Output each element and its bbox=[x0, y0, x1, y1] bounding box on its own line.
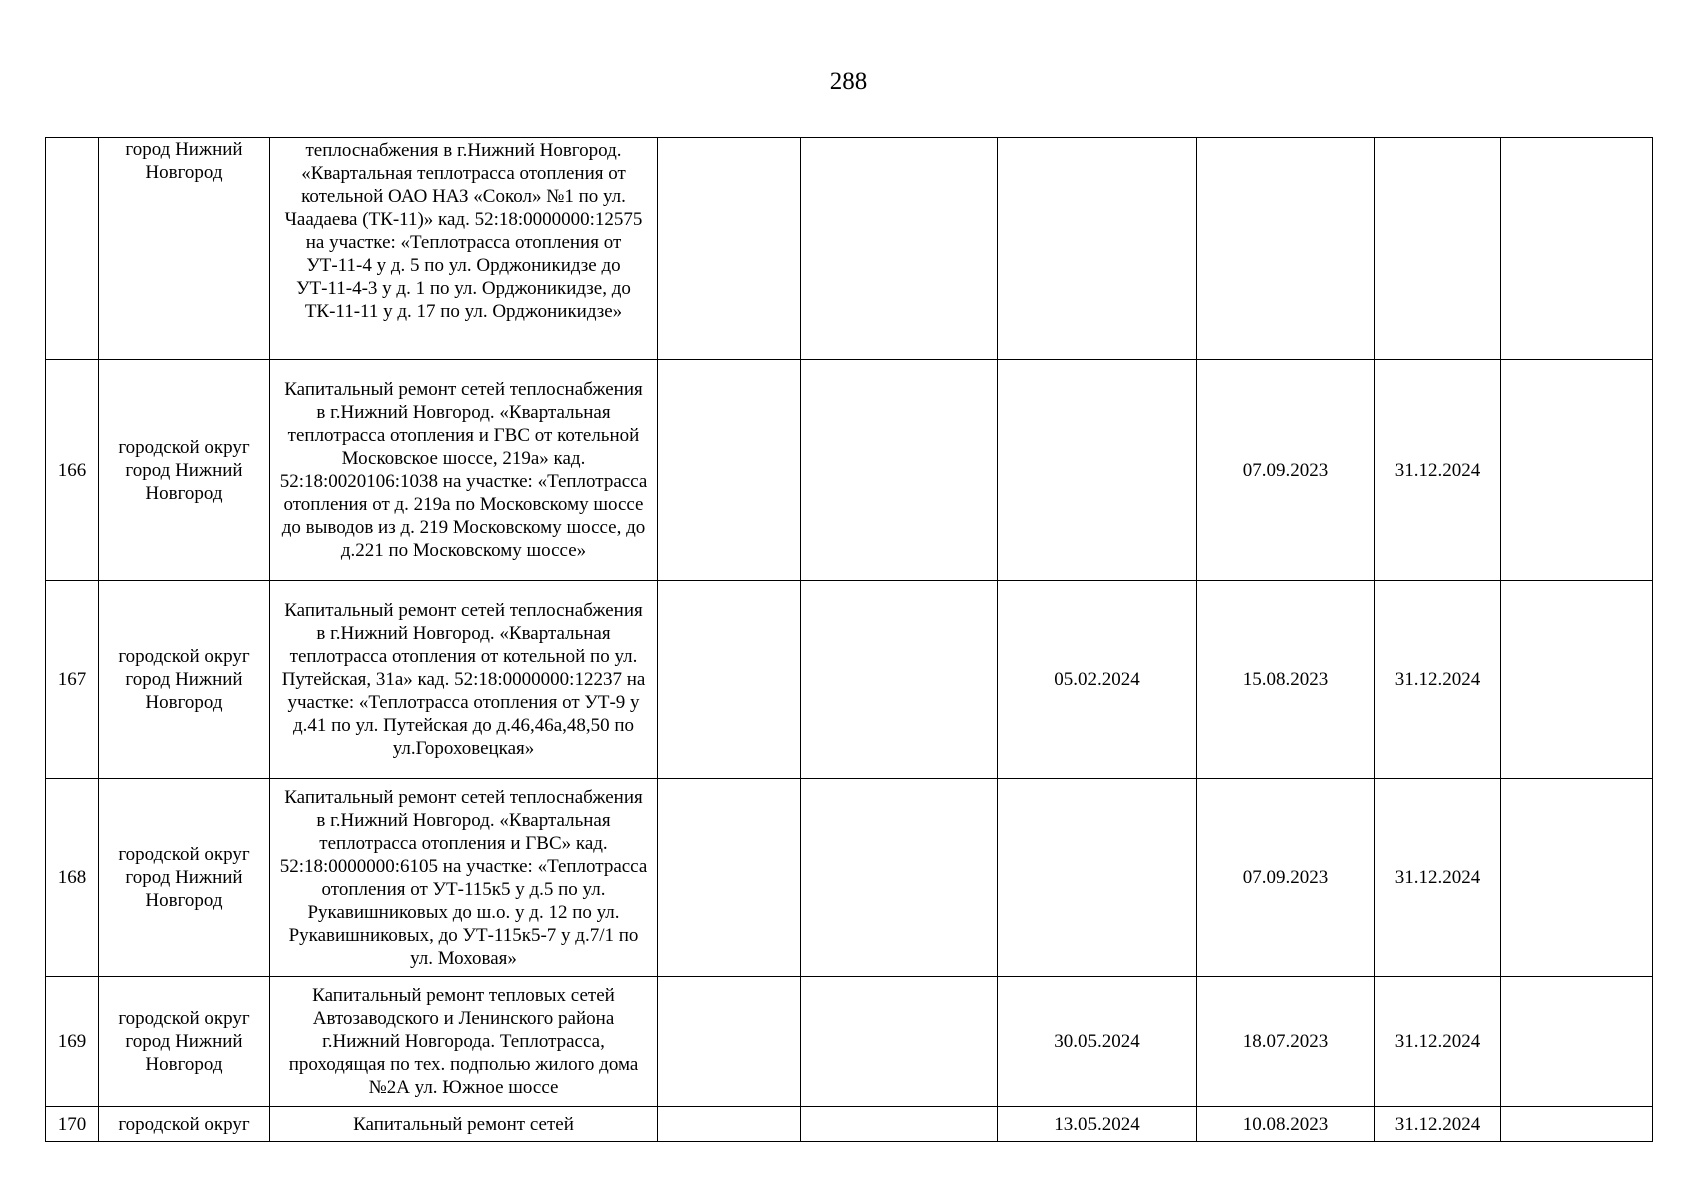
empty-cell bbox=[1501, 138, 1653, 360]
date-cell bbox=[1375, 138, 1501, 360]
row-number-cell: 167 bbox=[46, 581, 99, 779]
table-row bbox=[46, 138, 1653, 360]
row-number-cell: 168 bbox=[46, 779, 99, 977]
date-cell bbox=[998, 138, 1197, 360]
date-cell: 07.09.2023 bbox=[1197, 360, 1375, 581]
description-cell: Капитальный ремонт сетей теплоснабжения в г.Нижний Новгород. «Квартальная теплотрасса отопления от котельной по ул. Путейская, 31а» кад. 52:18:0000000:12237 на участке: «Теплотрасса отопления от УТ-9 у д.41 по ул. Путейская до д.46,46а,48,50 по ул.Гороховецкая» bbox=[270, 581, 658, 779]
table-row bbox=[46, 360, 1653, 581]
municipality-cell: городской округ город Нижний Новгород bbox=[99, 360, 270, 581]
row-number-cell: 166 bbox=[46, 360, 99, 581]
empty-cell bbox=[1501, 977, 1653, 1107]
description-cell: Капитальный ремонт тепловых сетей Автозаводского и Ленинского района г.Нижний Новгорода. Теплотрасса, проходящая по тех. подполью жилого дома №2А ул. Южное шоссе bbox=[270, 977, 658, 1107]
empty-cell bbox=[1501, 1107, 1653, 1142]
empty-cell bbox=[658, 138, 801, 360]
municipality-cell: городской округ город Нижний Новгород bbox=[99, 581, 270, 779]
municipality-cell: городской округ город Нижний Новгород bbox=[99, 779, 270, 977]
empty-cell bbox=[658, 977, 801, 1107]
table-row bbox=[46, 977, 1653, 1107]
empty-cell bbox=[1501, 779, 1653, 977]
date-cell: 31.12.2024 bbox=[1375, 779, 1501, 977]
date-cell bbox=[998, 360, 1197, 581]
empty-cell bbox=[1501, 360, 1653, 581]
description-cell: теплоснабжения в г.Нижний Новгород. «Квартальная теплотрасса отопления от котельной ОАО НАЗ «Сокол» №1 по ул. Чаадаева (ТК-11)» кад. 52:18:0000000:12575 на участке: «Теплотрасса отопления от УТ-11-4 у д. 5 по ул. Орджоникидзе до УТ-11-4-3 у д. 1 по ул. Орджоникидзе, до ТК-11-11 у д. 17 по ул. Орджоникидзе» bbox=[270, 138, 658, 360]
date-cell: 05.02.2024 bbox=[998, 581, 1197, 779]
municipality-cell: городской округ город Нижний Новгород bbox=[99, 977, 270, 1107]
page-number: 288 bbox=[829, 68, 868, 95]
date-cell: 07.09.2023 bbox=[1197, 779, 1375, 977]
table-row bbox=[46, 581, 1653, 779]
date-cell: 10.08.2023 bbox=[1197, 1107, 1375, 1142]
date-cell: 30.05.2024 bbox=[998, 977, 1197, 1107]
date-cell: 31.12.2024 bbox=[1375, 977, 1501, 1107]
description-cell: Капитальный ремонт сетей теплоснабжения в г.Нижний Новгород. «Квартальная теплотрасса отопления и ГВС» кад. 52:18:0000000:6105 на участке: «Теплотрасса отопления от УТ-115к5 у д.5 по ул. Рукавишниковых до ш.о. у д. 12 по ул. Рукавишниковых, до УТ-115к5-7 у д.7/1 по ул. Моховая» bbox=[270, 779, 658, 977]
empty-cell bbox=[801, 779, 998, 977]
municipality-cell: городской округ bbox=[99, 1107, 270, 1142]
empty-cell bbox=[658, 779, 801, 977]
date-cell: 31.12.2024 bbox=[1375, 581, 1501, 779]
date-cell bbox=[1197, 138, 1375, 360]
table-row bbox=[46, 1107, 1653, 1142]
empty-cell bbox=[658, 581, 801, 779]
row-number-cell: 169 bbox=[46, 977, 99, 1107]
date-cell: 31.12.2024 bbox=[1375, 360, 1501, 581]
projects-table bbox=[45, 137, 1653, 1142]
description-cell: Капитальный ремонт сетей теплоснабжения в г.Нижний Новгород. «Квартальная теплотрасса отопления и ГВС от котельной Московское шоссе, 219а» кад. 52:18:0020106:1038 на участке: «Теплотрасса отопления от д. 219а по Московскому шоссе до выводов из д. 219 Московскому шоссе, до д.221 по Московскому шоссе» bbox=[270, 360, 658, 581]
empty-cell bbox=[801, 1107, 998, 1142]
date-cell: 13.05.2024 bbox=[998, 1107, 1197, 1142]
date-cell: 15.08.2023 bbox=[1197, 581, 1375, 779]
empty-cell bbox=[801, 360, 998, 581]
date-cell: 31.12.2024 bbox=[1375, 1107, 1501, 1142]
empty-cell bbox=[658, 1107, 801, 1142]
municipality-cell: город Нижний Новгород bbox=[99, 138, 270, 360]
empty-cell bbox=[1501, 581, 1653, 779]
empty-cell bbox=[801, 138, 998, 360]
empty-cell bbox=[801, 581, 998, 779]
row-number-cell bbox=[46, 138, 99, 360]
table-row bbox=[46, 779, 1653, 977]
date-cell: 18.07.2023 bbox=[1197, 977, 1375, 1107]
empty-cell bbox=[658, 360, 801, 581]
empty-cell bbox=[801, 977, 998, 1107]
date-cell bbox=[998, 779, 1197, 977]
description-cell: Капитальный ремонт сетей bbox=[270, 1107, 658, 1142]
row-number-cell: 170 bbox=[46, 1107, 99, 1142]
